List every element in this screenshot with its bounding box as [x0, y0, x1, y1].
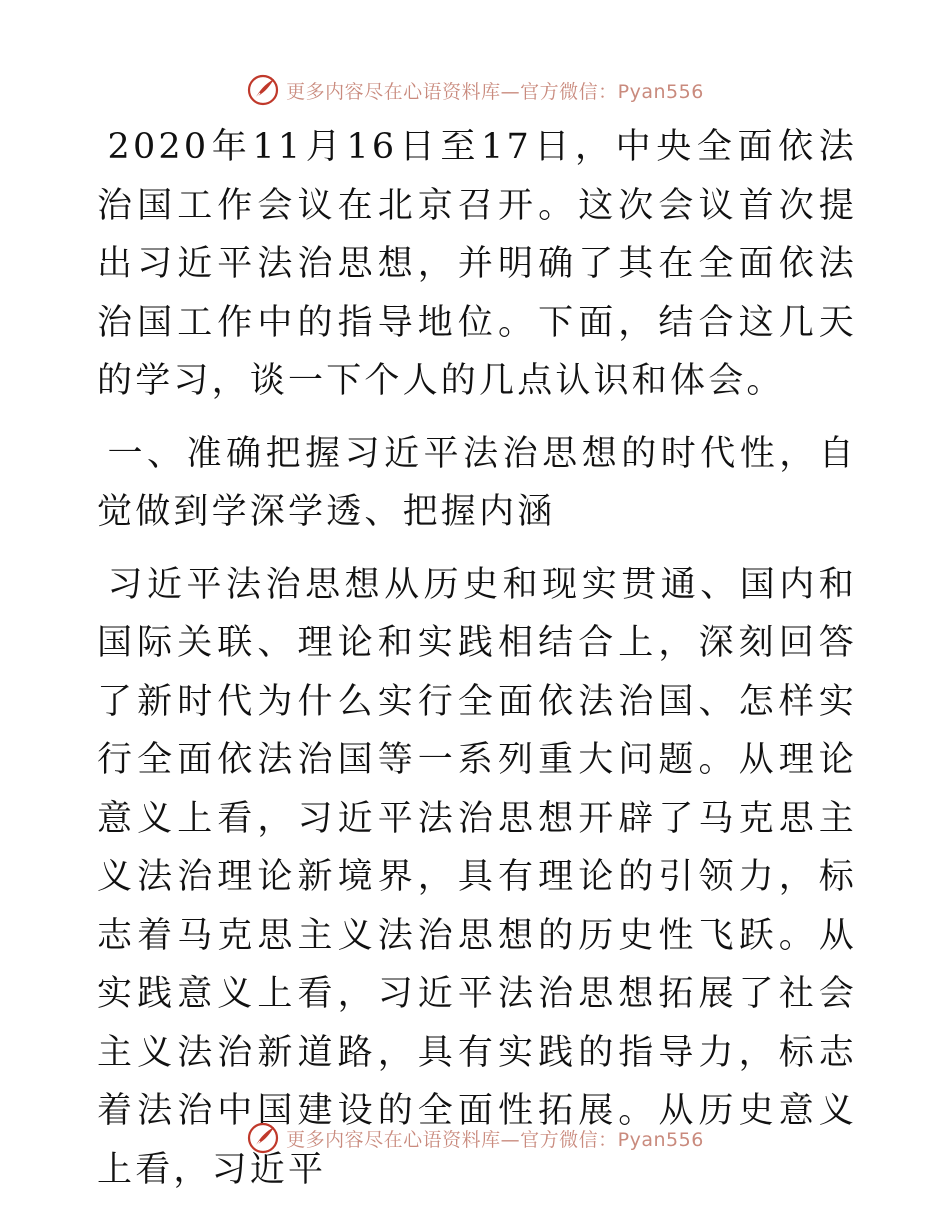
header-watermark: [0, 70, 950, 110]
section-heading: 一、准确把握习近平法治思想的时代性，自觉做到学深学透、把握内涵: [97, 433, 857, 532]
footer-watermark: [0, 1118, 950, 1158]
watermark-text: 更多内容尽在心语资料库—官方微信：Pyan556: [286, 80, 704, 103]
quill-pen-circle-icon: [246, 1121, 280, 1155]
watermark-text: 更多内容尽在心语资料库—官方微信：Pyan556: [286, 1128, 704, 1151]
paragraph-body: 习近平法治思想从历史和现实贯通、国内和国际关联、理论和实践相结合上，深刻回答了新时代为什么实行全面依法治国、怎样实行全面依法治国等一系列重大问题。从理论意义上看，习近平法治思想开辟了马克思主义法治理论新境界，具有理论的引领力，标志着马克思主义法治思想的历史性飞跃。从实践意义上看，习近平法治思想拓展了社会主义法治新道路，具有实践的指导力，标志着法治中国建设的全面性拓展。从历史意义上看，习近平: [97, 564, 857, 1190]
paragraph-intro: 2020年11月16日至17日，中央全面依法治国工作会议在北京召开。这次会议首次提出习近平法治思想，并明确了其在全面依法治国工作中的指导地位。下面，结合这几天的学习，谈一下个人的几点认识和体会。: [97, 127, 857, 401]
document-body: [97, 118, 857, 1199]
quill-pen-circle-icon: [246, 73, 280, 107]
